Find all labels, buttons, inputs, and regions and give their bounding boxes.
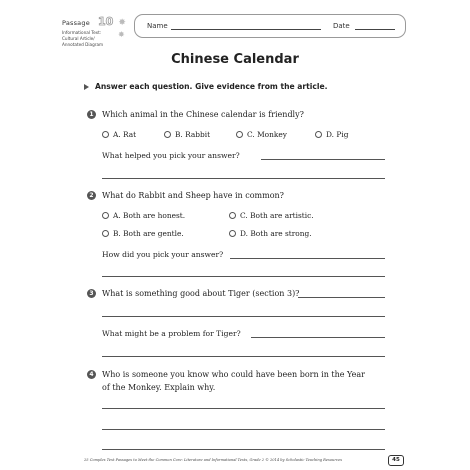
answer-line[interactable]: [102, 356, 385, 357]
name-label: Name: [147, 22, 168, 30]
q2-option-d[interactable]: D. Both are strong.: [229, 229, 312, 238]
instructions: Answer each question. Give evidence from the article.: [95, 82, 328, 91]
date-label: Date: [333, 22, 350, 30]
question-number-2: 2: [87, 191, 96, 200]
question-4-text-line-1: Who is someone you know who could have been born in the Year: [102, 370, 365, 379]
category-line-1: Informational Text:: [62, 30, 102, 35]
question-number-3: 3: [87, 289, 96, 298]
triangle-arrow-icon: [84, 84, 89, 90]
answer-line[interactable]: [230, 258, 385, 259]
q1-option-a[interactable]: A. Rat: [102, 130, 136, 139]
date-field[interactable]: [355, 29, 395, 30]
answer-line[interactable]: [261, 159, 385, 160]
radio-icon[interactable]: [102, 131, 109, 138]
q2-option-b[interactable]: B. Both are gentle.: [102, 229, 184, 238]
answer-line[interactable]: [102, 316, 385, 317]
category-line-2: Cultural Article/: [62, 36, 95, 41]
radio-icon[interactable]: [102, 212, 109, 219]
star-icon: ✸: [118, 18, 126, 28]
footer-credit: 25 Complex Text Passages to Meet the Common Core: Literature and Informational Texts, Grade 2 © 2014 by Scholastic Teaching Resources: [84, 458, 343, 462]
radio-icon[interactable]: [102, 230, 109, 237]
page-number: 45: [388, 455, 404, 466]
question-3-text: What is something good about Tiger (section 3)?: [102, 289, 300, 298]
radio-icon[interactable]: [164, 131, 171, 138]
category-line-3: Annotated Diagram: [62, 42, 104, 47]
q1-option-c[interactable]: C. Monkey: [236, 130, 287, 139]
question-number-4: 4: [87, 370, 96, 379]
answer-line[interactable]: [251, 337, 385, 338]
answer-line[interactable]: [102, 449, 385, 450]
radio-icon[interactable]: [229, 230, 236, 237]
radio-icon[interactable]: [236, 131, 243, 138]
q2-option-a[interactable]: A. Both are honest.: [102, 211, 185, 220]
question-3-followup: What might be a problem for Tiger?: [102, 329, 241, 338]
name-date-box: [134, 14, 406, 38]
answer-line[interactable]: [298, 297, 385, 298]
star-icon: ✸: [118, 30, 125, 39]
name-field[interactable]: [171, 29, 321, 30]
answer-line[interactable]: [102, 408, 385, 409]
radio-icon[interactable]: [229, 212, 236, 219]
q1-option-b[interactable]: B. Rabbit: [164, 130, 210, 139]
passage-label: Passage: [62, 19, 90, 27]
page-title: Chinese Calendar: [171, 52, 299, 67]
answer-line[interactable]: [102, 276, 385, 277]
q1-option-d[interactable]: D. Pig: [315, 130, 348, 139]
passage-number: 10: [98, 15, 114, 28]
radio-icon[interactable]: [315, 131, 322, 138]
question-2-followup: How did you pick your answer?: [102, 250, 224, 259]
answer-line[interactable]: [102, 178, 385, 179]
q2-option-c[interactable]: C. Both are artistic.: [229, 211, 314, 220]
question-1-text: Which animal in the Chinese calendar is friendly?: [102, 110, 304, 119]
question-4-text-line-2: of the Monkey. Explain why.: [102, 383, 216, 392]
question-number-1: 1: [87, 110, 96, 119]
answer-line[interactable]: [102, 429, 385, 430]
question-1-followup: What helped you pick your answer?: [102, 151, 240, 160]
question-2-text: What do Rabbit and Sheep have in common?: [102, 191, 284, 200]
